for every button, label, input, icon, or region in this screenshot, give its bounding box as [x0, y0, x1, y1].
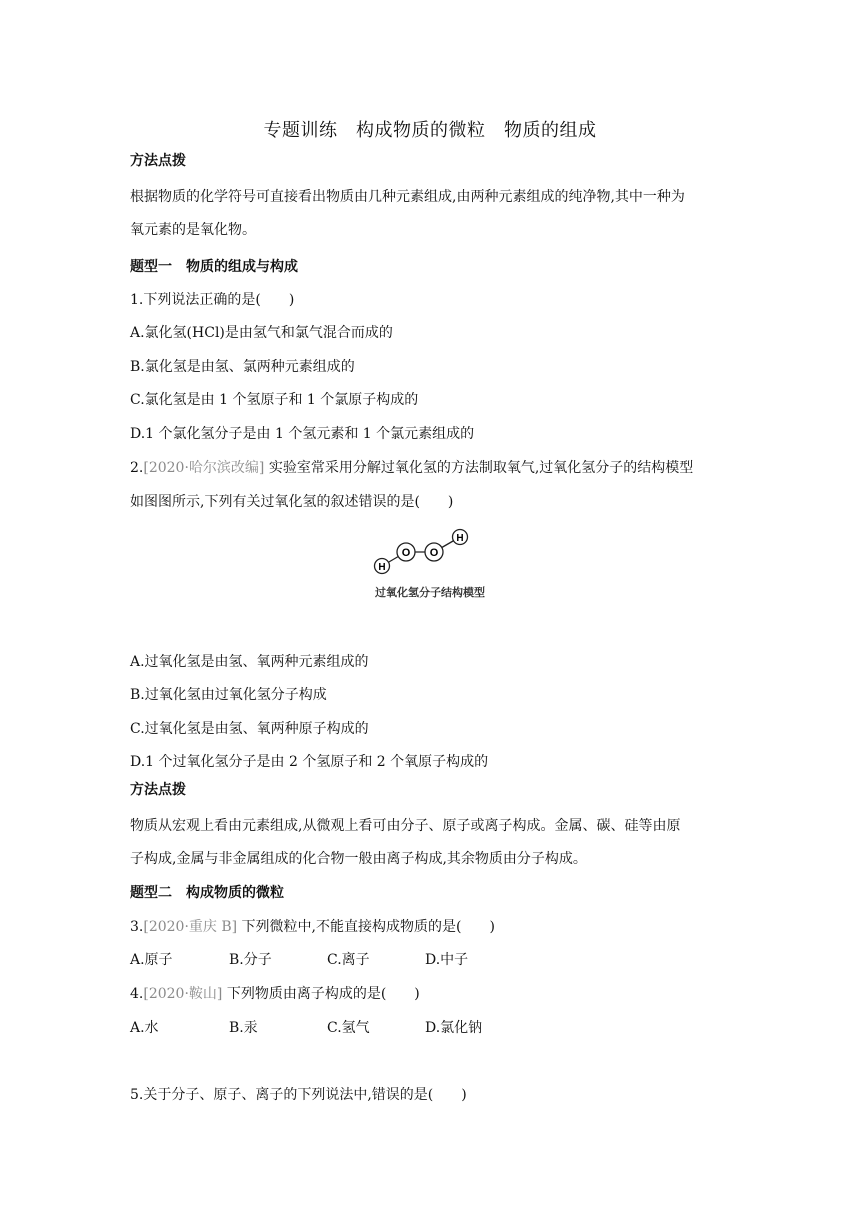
q3-stem: [130, 916, 495, 936]
q2-stem-line-1: [130, 457, 693, 477]
atom-label-o1: O: [401, 547, 411, 559]
q3-stem-text: 下列微粒中,不能直接构成物质的是( ): [237, 919, 495, 935]
q2-stem-line-2: 如图图所示,下列有关过氧化氢的叙述错误的是( ): [130, 494, 454, 510]
q4-option-a: A.水: [130, 1020, 159, 1036]
q4-options: [0, 1017, 860, 1037]
model-caption: 过氧化氢分子结构模型: [375, 586, 485, 599]
q4-stem: [130, 983, 420, 1003]
method-heading-1: 方法点拨: [130, 153, 186, 169]
q4-stem-text: 下列物质由离子构成的是( ): [222, 986, 420, 1002]
method-heading-2: 方法点拨: [130, 782, 186, 798]
q1-option-a: A.氯化氢(HCl)是由氢气和氯气混合而成的: [130, 325, 393, 341]
q2-option-a: A.过氧化氢是由氢、氧两种元素组成的: [130, 654, 369, 670]
q2-stem-text: 实验室常采用分解过氧化氢的方法制取氧气,过氧化氢分子的结构模型: [264, 460, 694, 476]
q2-option-c: C.过氧化氢是由氢、氧两种原子构成的: [130, 721, 369, 737]
q2-number: 2.: [130, 460, 144, 476]
q4-option-c: C.氢气: [327, 1020, 370, 1036]
q5-stem: 5.关于分子、原子、离子的下列说法中,错误的是( ): [130, 1087, 467, 1103]
q3-option-b: B.分子: [229, 952, 272, 968]
q2-option-b: B.过氧化氢由过氧化氢分子构成: [130, 687, 327, 703]
q4-number: 4.: [130, 986, 144, 1002]
q3-source: [2020·重庆 B]: [143, 919, 238, 935]
q3-option-c: C.离子: [327, 952, 370, 968]
q3-options: [0, 949, 860, 969]
atom-label-h1: H: [378, 562, 386, 573]
q3-option-a: A.原子: [130, 952, 173, 968]
q1-stem: 1.下列说法正确的是( ): [130, 292, 295, 308]
q2-source: [2020·哈尔滨改编]: [143, 460, 265, 476]
method-text-1-line-1: 根据物质的化学符号可直接看出物质由几种元素组成,由两种元素组成的纯净物,其中一种为: [130, 189, 685, 205]
q4-option-b: B.汞: [229, 1020, 258, 1036]
q1-option-b: B.氯化氢是由氢、氯两种元素组成的: [130, 359, 355, 375]
q4-option-d: D.氯化钠: [425, 1020, 483, 1036]
h2o2-molecule-model: [360, 520, 500, 582]
q2-option-d: D.1 个过氧化氢分子是由 2 个氢原子和 2 个氧原子构成的: [130, 754, 489, 770]
q1-option-c: C.氯化氢是由 1 个氢原子和 1 个氯原子构成的: [130, 392, 419, 408]
type2-heading: 题型二 构成物质的微粒: [130, 885, 284, 901]
atom-label-h2: H: [456, 533, 464, 544]
page-title: 专题训练 构成物质的微粒 物质的组成: [263, 120, 597, 141]
atom-label-o2: O: [429, 547, 439, 559]
method-text-2-line-2: 子构成,金属与非金属组成的化合物一般由离子构成,其余物质由分子构成。: [130, 851, 587, 867]
q3-number: 3.: [130, 919, 144, 935]
q1-option-d: D.1 个氯化氢分子是由 1 个氢元素和 1 个氯元素组成的: [130, 426, 475, 442]
type1-heading: 题型一 物质的组成与构成: [130, 259, 298, 275]
method-text-2-line-1: 物质从宏观上看由元素组成,从微观上看可由分子、原子或离子构成。金属、碳、硅等由原: [130, 818, 681, 834]
method-text-1-line-2: 氧元素的是氧化物。: [130, 222, 256, 238]
q4-source: [2020·鞍山]: [143, 986, 223, 1002]
q3-option-d: D.中子: [425, 952, 469, 968]
